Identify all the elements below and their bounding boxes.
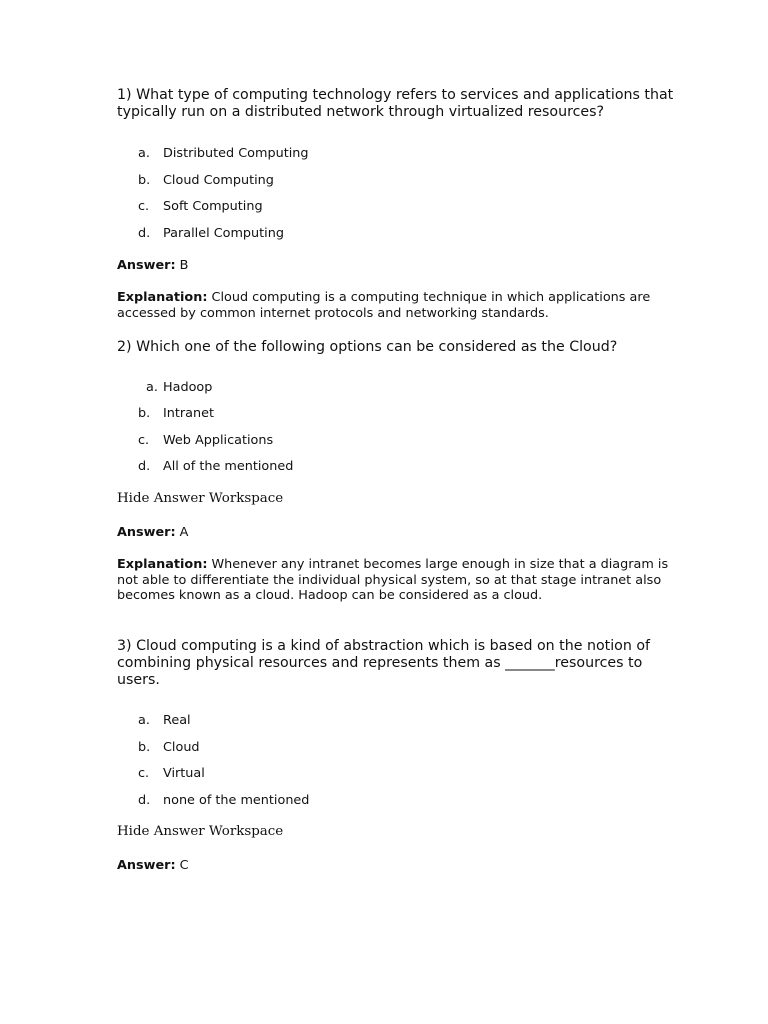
question-2-option-d: d. All of the mentioned (138, 459, 294, 475)
question-2-options-rest (138, 406, 293, 486)
question-2-answer: Answer: A (117, 525, 189, 540)
question-2-option-a: a. Hadoop (146, 380, 213, 395)
question-3-option-b: b. Cloud (138, 739, 200, 755)
question-1-option-d: d. Parallel Computing (138, 225, 284, 241)
question-3-text: 3) Cloud computing is a kind of abstraction which is based on the notion of combining physical resources and represents them as _______resources to users. (117, 638, 651, 688)
question-1-option-c: c. Soft Computing (138, 199, 263, 215)
question-1-text: 1) What type of computing technology refers to services and applications that typically run on a distributed network through virtualized resources? (117, 87, 674, 120)
question-2-option-b: b. Intranet (138, 406, 215, 421)
question-2-option-c: c. Web Applications (138, 432, 274, 448)
question-3-options (138, 713, 309, 819)
question-3-hide-answer-workspace: Hide Answer Workspace (117, 824, 284, 839)
question-1-explanation: Explanation: Cloud computing is a computing technique in which applications are accessed by common internet protocols and networking standards. (117, 290, 651, 321)
question-2-options (146, 380, 212, 407)
question-3-option-c: c. Virtual (138, 766, 205, 782)
question-3-option-d: d. none of the mentioned (138, 792, 310, 808)
question-3-option-a: a. Real (138, 713, 191, 728)
question-1-options (138, 146, 309, 252)
question-2-explanation: Explanation: Whenever any intranet becomes large enough in size that a diagram is not able to differentiate the individual physical system, so at that stage intranet also becomes known as a cloud. Hadoop can be considered as a cloud. (117, 557, 669, 604)
question-2-hide-answer-workspace: Hide Answer Workspace (117, 491, 284, 506)
question-3-answer: Answer: C (117, 858, 189, 873)
question-1-option-a: a. Distributed Computing (138, 146, 309, 161)
question-1-answer: Answer: B (117, 258, 189, 273)
question-2-text: 2) Which one of the following options can be considered as the Cloud? (117, 339, 618, 355)
question-1-option-b: b. Cloud Computing (138, 172, 274, 188)
